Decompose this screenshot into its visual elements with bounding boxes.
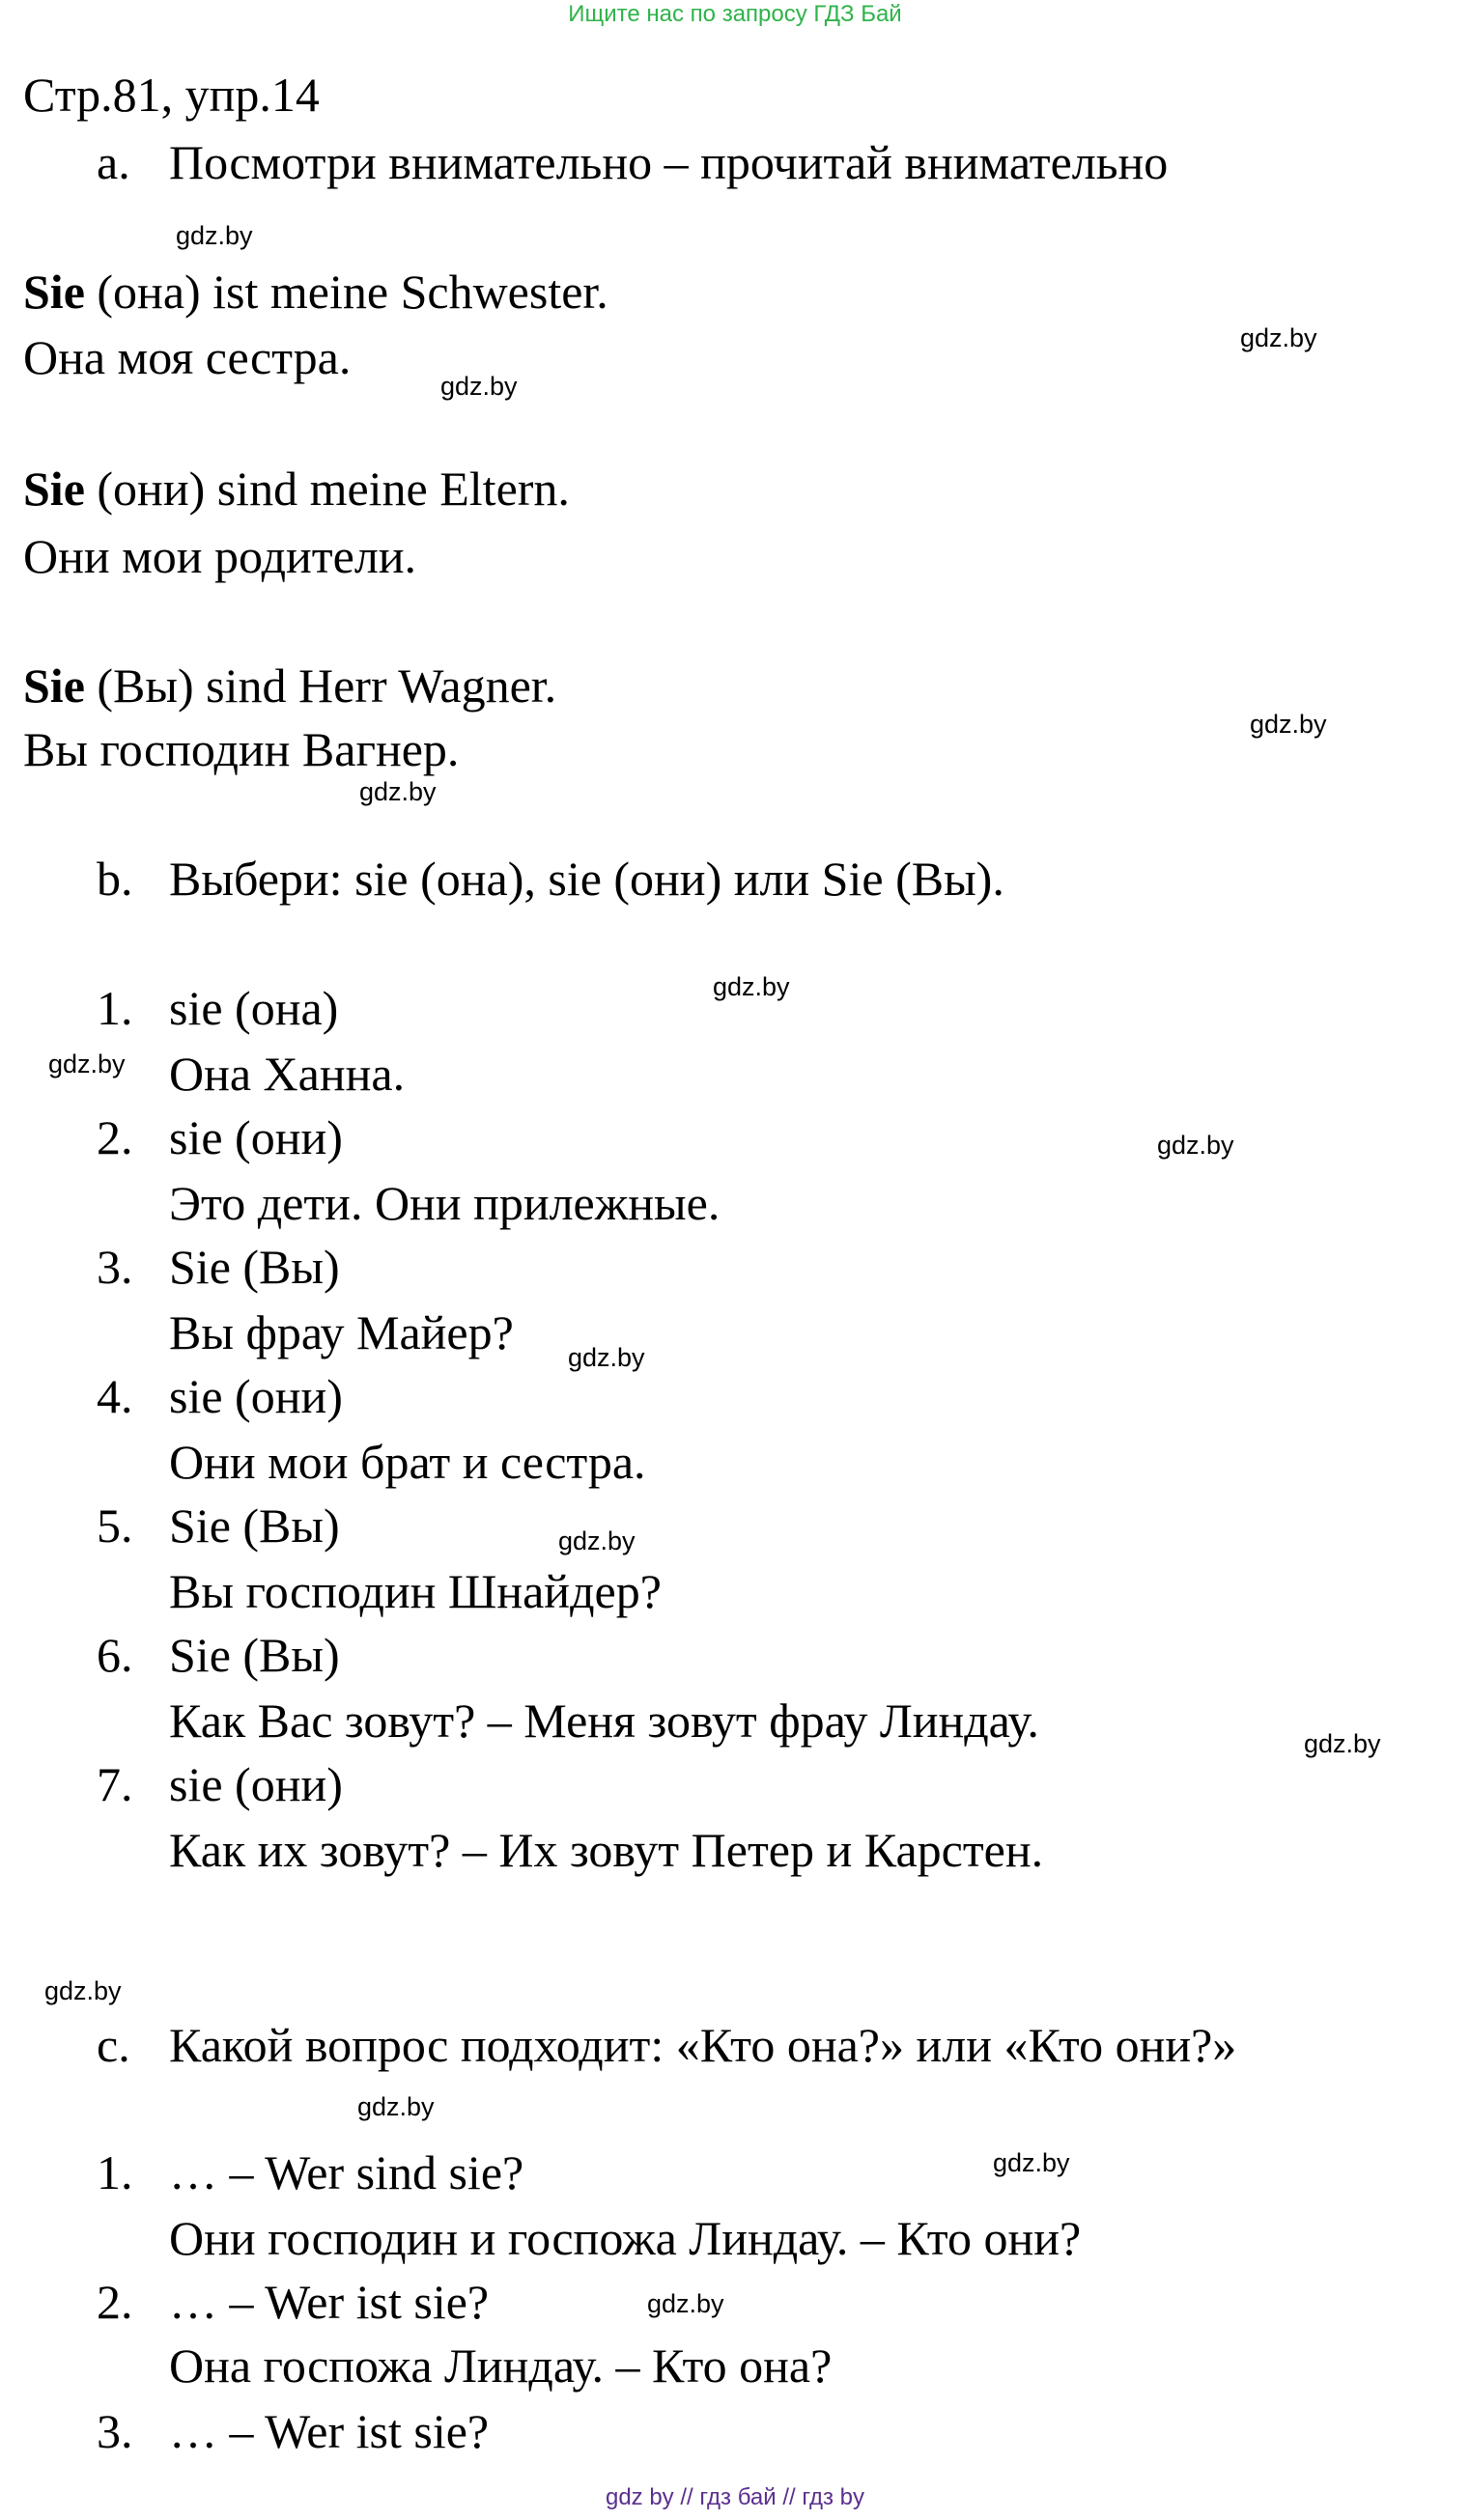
c-item-1-num: 1.	[97, 2145, 133, 2199]
page-title: Стр.81, упр.14	[23, 68, 320, 122]
c-item-3-question	[97, 2402, 489, 2460]
example-2-pronoun: Sie	[23, 462, 85, 516]
c-item-3-num: 3.	[97, 2404, 133, 2458]
c-item-1-question-text: … – Wer sind sie?	[169, 2145, 524, 2199]
example-1-line	[23, 263, 608, 321]
b-item-7-num: 7.	[97, 1757, 133, 1811]
c-item-2-question-text: … – Wer ist sie?	[169, 2275, 490, 2329]
b-item-1-num: 1.	[97, 981, 133, 1035]
b-item-5-answer	[97, 1497, 340, 1554]
b-item-4-sentence: Они мои брат и сестра.	[169, 1435, 646, 1489]
b-item-3-sentence: Вы фрау Майер?	[169, 1305, 514, 1359]
example-3-sentence: (Вы) sind Herr Wagner.	[84, 658, 557, 713]
c-item-2-answer: Она госпожа Линдау. – Кто она?	[169, 2338, 833, 2393]
watermark: gdz.by	[440, 372, 518, 401]
c-item-3-question-text: … – Wer ist sie?	[169, 2404, 490, 2458]
b-item-2-answer	[97, 1108, 343, 1166]
b-item-6-num: 6.	[97, 1628, 133, 1682]
b-item-3-answer	[97, 1238, 340, 1296]
example-1-sentence: (она) ist meine Schwester.	[84, 265, 608, 319]
b-item-4-answer-text: sie (они)	[169, 1369, 343, 1423]
example-3-pronoun: Sie	[23, 658, 85, 713]
example-1-pronoun: Sie	[23, 265, 85, 319]
watermark: gdz.by	[1250, 710, 1327, 739]
part-b-letter: b.	[97, 852, 133, 906]
b-item-7-sentence: Как их зовут? – Их зовут Петер и Карстен.	[169, 1823, 1044, 1877]
example-2-line	[23, 460, 570, 518]
watermark: gdz.by	[1240, 323, 1317, 352]
example-2-sentence: (они) sind meine Eltern.	[84, 462, 570, 516]
b-item-7-answer-text: sie (они)	[169, 1757, 343, 1811]
watermark: gdz.by	[713, 972, 790, 1001]
b-item-1-sentence: Она Ханна.	[169, 1047, 406, 1101]
watermark: gdz.by	[558, 1526, 636, 1555]
part-c-heading	[97, 2016, 1236, 2074]
watermark: gdz.by	[44, 1976, 122, 2005]
b-item-1-answer-text: sie (она)	[169, 981, 339, 1035]
part-a-letter: a.	[97, 135, 130, 189]
example-2-translation: Они мои родители.	[23, 529, 417, 583]
part-c-letter: c.	[97, 2018, 130, 2072]
watermark: gdz.by	[357, 2092, 435, 2121]
b-item-5-sentence: Вы господин Шнайдер?	[169, 1564, 662, 1618]
part-b-heading-text: Выбери: sie (она), sie (они) или Sie (Вы).	[169, 852, 1004, 906]
example-3-line	[23, 657, 556, 714]
b-item-5-answer-text: Sie (Вы)	[169, 1498, 340, 1553]
watermark: gdz.by	[568, 1343, 645, 1372]
part-c-heading-text: Какой вопрос подходит: «Кто она?» или «Кто они?»	[169, 2018, 1237, 2072]
watermark: gdz.by	[1157, 1131, 1234, 1160]
watermark: gdz.by	[993, 2148, 1070, 2177]
b-item-1-answer	[97, 979, 338, 1037]
watermark: gdz.by	[647, 2289, 724, 2318]
b-item-3-answer-text: Sie (Вы)	[169, 1240, 340, 1294]
b-item-7-answer	[97, 1755, 343, 1813]
b-item-5-num: 5.	[97, 1498, 133, 1553]
top-search-banner[interactable]: Ищите нас по запросу ГДЗ Бай	[568, 1, 902, 27]
b-item-4-answer	[97, 1367, 343, 1425]
b-item-6-sentence: Как Вас зовут? – Меня зовут фрау Линдау.	[169, 1694, 1039, 1748]
c-item-1-answer: Они господин и госпожа Линдау. – Кто они?	[169, 2211, 1082, 2265]
b-item-4-num: 4.	[97, 1369, 133, 1423]
b-item-2-num: 2.	[97, 1110, 133, 1164]
footer-links[interactable]: gdz by // гдз бай // гдз by	[605, 2484, 865, 2510]
b-item-2-answer-text: sie (они)	[169, 1110, 343, 1164]
part-a-heading	[97, 133, 1168, 191]
watermark: gdz.by	[48, 1050, 126, 1078]
b-item-6-answer	[97, 1626, 340, 1684]
watermark: gdz.by	[176, 221, 253, 250]
b-item-3-num: 3.	[97, 1240, 133, 1294]
part-b-heading	[97, 850, 1004, 908]
part-a-heading-text: Посмотри внимательно – прочитай внимательно	[169, 135, 1169, 189]
b-item-6-answer-text: Sie (Вы)	[169, 1628, 340, 1682]
watermark: gdz.by	[359, 777, 437, 806]
watermark: gdz.by	[1304, 1729, 1381, 1758]
c-item-1-question	[97, 2143, 523, 2201]
c-item-2-num: 2.	[97, 2275, 133, 2329]
b-item-2-sentence: Это дети. Они прилежные.	[169, 1176, 721, 1230]
c-item-2-question	[97, 2273, 489, 2331]
example-3-translation: Вы господин Вагнер.	[23, 722, 460, 776]
example-1-translation: Она моя сестра.	[23, 330, 352, 384]
